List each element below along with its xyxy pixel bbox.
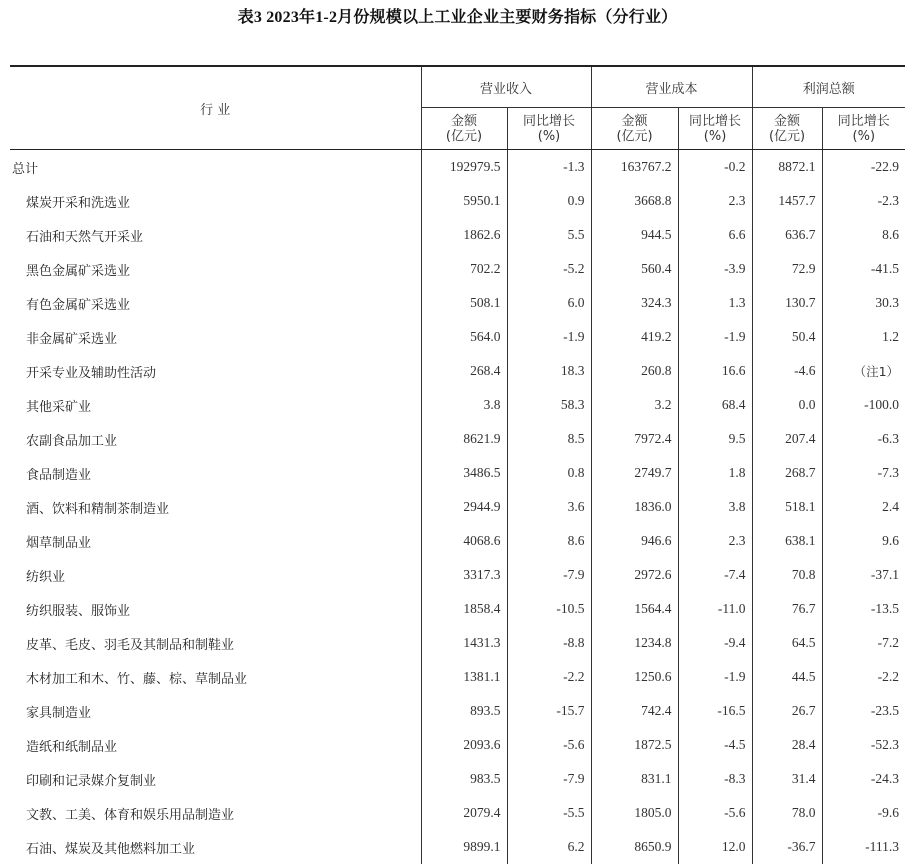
cost-amount-cell: 163767.2 (591, 150, 678, 185)
cost-amount-cell: 1872.5 (591, 728, 678, 762)
revenue-amount-cell: 2944.9 (421, 490, 507, 524)
profit-amount-cell: 130.7 (752, 286, 822, 320)
profit-amount-cell: 638.1 (752, 524, 822, 558)
profit-amount-cell: 28.4 (752, 728, 822, 762)
revenue-growth-cell: 5.5 (507, 218, 591, 252)
cost-growth-cell: 68.4 (678, 388, 752, 422)
industry-name-cell: 煤炭开采和洗选业 (10, 184, 421, 218)
financial-indicators-table (10, 65, 905, 864)
cost-growth-cell: -1.9 (678, 660, 752, 694)
industry-name-cell: 农副食品加工业 (10, 422, 421, 456)
table-row (10, 320, 905, 354)
table-row (10, 218, 905, 252)
industry-name-cell: 石油和天然气开采业 (10, 218, 421, 252)
cost-amount-cell: 3668.8 (591, 184, 678, 218)
cost-amount-cell: 831.1 (591, 762, 678, 796)
industry-name-cell: 文教、工美、体育和娱乐用品制造业 (10, 796, 421, 830)
revenue-growth-cell: -15.7 (507, 694, 591, 728)
industry-name-cell: 有色金属矿采选业 (10, 286, 421, 320)
profit-growth-cell: -100.0 (822, 388, 905, 422)
growth-label: 同比增长 (838, 114, 890, 129)
profit-growth-cell: -41.5 (822, 252, 905, 286)
amount-label: 金额 (451, 114, 477, 129)
table-row (10, 354, 905, 388)
profit-growth-cell: -52.3 (822, 728, 905, 762)
revenue-growth-cell: 6.0 (507, 286, 591, 320)
profit-amount-cell: 268.7 (752, 456, 822, 490)
industry-name-cell: 烟草制品业 (10, 524, 421, 558)
profit-amount-cell: 76.7 (752, 592, 822, 626)
profit-amount-cell: -4.6 (752, 354, 822, 388)
cost-growth-cell: -7.4 (678, 558, 752, 592)
profit-amount-cell: 70.8 (752, 558, 822, 592)
table-row (10, 626, 905, 660)
cost-growth-cell: -11.0 (678, 592, 752, 626)
amount-label: 金额 (622, 114, 648, 129)
revenue-amount-cell: 3.8 (421, 388, 507, 422)
table-row (10, 762, 905, 796)
revenue-amount-cell: 3486.5 (421, 456, 507, 490)
cost-growth-cell: 12.0 (678, 830, 752, 864)
profit-growth-cell: -9.6 (822, 796, 905, 830)
profit-amount-cell: 0.0 (752, 388, 822, 422)
industry-name-cell: 开采专业及辅助性活动 (10, 354, 421, 388)
growth-label: 同比增长 (689, 114, 741, 129)
table-row (10, 456, 905, 490)
cost-amount-cell: 419.2 (591, 320, 678, 354)
revenue-growth-cell: -5.5 (507, 796, 591, 830)
profit-growth-cell: -2.3 (822, 184, 905, 218)
revenue-growth-cell: -10.5 (507, 592, 591, 626)
profit-amount-cell: 31.4 (752, 762, 822, 796)
table-row (10, 524, 905, 558)
industry-name-cell: 纺织服装、服饰业 (10, 592, 421, 626)
industry-name-cell: 木材加工和木、竹、藤、棕、草制品业 (10, 660, 421, 694)
cost-amount-cell: 260.8 (591, 354, 678, 388)
profit-growth-cell: 8.6 (822, 218, 905, 252)
profit-growth-cell: 2.4 (822, 490, 905, 524)
cost-amount-cell: 1234.8 (591, 626, 678, 660)
industry-name-cell: 家具制造业 (10, 694, 421, 728)
profit-growth-header (822, 108, 905, 150)
growth-unit: (%) (704, 129, 727, 144)
amount-label: 金额 (774, 114, 800, 129)
growth-unit: (%) (853, 129, 876, 144)
revenue-amount-cell: 1431.3 (421, 626, 507, 660)
revenue-amount-cell: 192979.5 (421, 150, 507, 185)
cost-amount-header (591, 108, 678, 150)
profit-growth-cell: 9.6 (822, 524, 905, 558)
profit-amount-cell: 72.9 (752, 252, 822, 286)
table-row (10, 252, 905, 286)
profit-growth-cell: 30.3 (822, 286, 905, 320)
cost-growth-header (678, 108, 752, 150)
industry-name-cell: 纺织业 (10, 558, 421, 592)
revenue-amount-cell: 564.0 (421, 320, 507, 354)
revenue-growth-cell: -2.2 (507, 660, 591, 694)
cost-amount-cell: 742.4 (591, 694, 678, 728)
table-row (10, 558, 905, 592)
cost-amount-cell: 560.4 (591, 252, 678, 286)
cost-growth-cell: 16.6 (678, 354, 752, 388)
cost-amount-cell: 2749.7 (591, 456, 678, 490)
revenue-growth-cell: 0.9 (507, 184, 591, 218)
industry-name-cell: 石油、煤炭及其他燃料加工业 (10, 830, 421, 864)
table-row (10, 694, 905, 728)
profit-amount-header (752, 108, 822, 150)
cost-amount-cell: 3.2 (591, 388, 678, 422)
revenue-growth-cell: -1.3 (507, 150, 591, 185)
cost-amount-cell: 946.6 (591, 524, 678, 558)
profit-growth-cell: -6.3 (822, 422, 905, 456)
cost-growth-cell: 6.6 (678, 218, 752, 252)
revenue-amount-cell: 702.2 (421, 252, 507, 286)
cost-growth-cell: 2.3 (678, 184, 752, 218)
industry-name-cell: 黑色金属矿采选业 (10, 252, 421, 286)
revenue-amount-cell: 8621.9 (421, 422, 507, 456)
table-row-total (10, 150, 905, 185)
revenue-group-header: 营业收入 (421, 66, 591, 108)
revenue-growth-cell: -8.8 (507, 626, 591, 660)
revenue-growth-cell: 18.3 (507, 354, 591, 388)
profit-amount-cell: 64.5 (752, 626, 822, 660)
profit-amount-cell: 518.1 (752, 490, 822, 524)
revenue-growth-cell: -1.9 (507, 320, 591, 354)
profit-group-header: 利润总额 (752, 66, 905, 108)
revenue-amount-cell: 3317.3 (421, 558, 507, 592)
profit-growth-cell: -24.3 (822, 762, 905, 796)
revenue-amount-header (421, 108, 507, 150)
cost-amount-cell: 1564.4 (591, 592, 678, 626)
table-title: 表3 2023年1-2月份规模以上工业企业主要财务指标（分行业） (0, 4, 915, 27)
growth-label: 同比增长 (523, 114, 575, 129)
profit-growth-cell: -7.3 (822, 456, 905, 490)
table-row (10, 592, 905, 626)
cost-growth-cell: -3.9 (678, 252, 752, 286)
profit-amount-cell: 636.7 (752, 218, 822, 252)
table-row (10, 796, 905, 830)
revenue-growth-cell: -7.9 (507, 558, 591, 592)
profit-growth-cell: 1.2 (822, 320, 905, 354)
revenue-amount-cell: 893.5 (421, 694, 507, 728)
profit-amount-cell: 50.4 (752, 320, 822, 354)
cost-growth-cell: 1.3 (678, 286, 752, 320)
cost-growth-cell: -1.9 (678, 320, 752, 354)
revenue-amount-cell: 508.1 (421, 286, 507, 320)
profit-growth-cell: -23.5 (822, 694, 905, 728)
amount-unit: (亿元) (616, 129, 652, 144)
profit-amount-cell: 8872.1 (752, 150, 822, 185)
revenue-amount-cell: 4068.6 (421, 524, 507, 558)
revenue-amount-cell: 983.5 (421, 762, 507, 796)
profit-growth-cell: -13.5 (822, 592, 905, 626)
profit-growth-cell: -22.9 (822, 150, 905, 185)
profit-amount-cell: 207.4 (752, 422, 822, 456)
revenue-growth-cell: -7.9 (507, 762, 591, 796)
revenue-amount-cell: 2079.4 (421, 796, 507, 830)
industry-name-cell: 总计 (10, 150, 421, 185)
profit-amount-cell: 78.0 (752, 796, 822, 830)
cost-growth-cell: -8.3 (678, 762, 752, 796)
cost-growth-cell: 2.3 (678, 524, 752, 558)
table-row (10, 830, 905, 864)
revenue-growth-header (507, 108, 591, 150)
table-row (10, 184, 905, 218)
table-row (10, 422, 905, 456)
cost-amount-cell: 944.5 (591, 218, 678, 252)
revenue-amount-cell: 1862.6 (421, 218, 507, 252)
industry-name-cell: 酒、饮料和精制茶制造业 (10, 490, 421, 524)
cost-growth-cell: 1.8 (678, 456, 752, 490)
cost-amount-cell: 1836.0 (591, 490, 678, 524)
revenue-growth-cell: 6.2 (507, 830, 591, 864)
revenue-amount-cell: 1381.1 (421, 660, 507, 694)
revenue-amount-cell: 1858.4 (421, 592, 507, 626)
cost-group-header: 营业成本 (591, 66, 752, 108)
profit-amount-cell: 26.7 (752, 694, 822, 728)
profit-growth-cell: -7.2 (822, 626, 905, 660)
table-row (10, 660, 905, 694)
cost-amount-cell: 1250.6 (591, 660, 678, 694)
profit-growth-cell: （注1） (822, 354, 905, 388)
cost-amount-cell: 8650.9 (591, 830, 678, 864)
cost-amount-cell: 1805.0 (591, 796, 678, 830)
profit-growth-cell: -111.3 (822, 830, 905, 864)
cost-amount-cell: 324.3 (591, 286, 678, 320)
profit-amount-cell: 1457.7 (752, 184, 822, 218)
industry-name-cell: 造纸和纸制品业 (10, 728, 421, 762)
table-body (10, 150, 905, 864)
industry-name-cell: 非金属矿采选业 (10, 320, 421, 354)
cost-growth-cell: -0.2 (678, 150, 752, 185)
revenue-growth-cell: 0.8 (507, 456, 591, 490)
revenue-amount-cell: 9899.1 (421, 830, 507, 864)
amount-unit: (亿元) (769, 129, 805, 144)
revenue-growth-cell: -5.6 (507, 728, 591, 762)
industry-name-cell: 食品制造业 (10, 456, 421, 490)
revenue-growth-cell: 3.6 (507, 490, 591, 524)
profit-amount-cell: 44.5 (752, 660, 822, 694)
cost-amount-cell: 2972.6 (591, 558, 678, 592)
revenue-growth-cell: 8.6 (507, 524, 591, 558)
table-row (10, 490, 905, 524)
profit-growth-cell: -37.1 (822, 558, 905, 592)
table-row (10, 388, 905, 422)
industry-name-cell: 皮革、毛皮、羽毛及其制品和制鞋业 (10, 626, 421, 660)
profit-growth-cell: -2.2 (822, 660, 905, 694)
revenue-growth-cell: -5.2 (507, 252, 591, 286)
cost-growth-cell: 3.8 (678, 490, 752, 524)
industry-name-cell: 印刷和记录媒介复制业 (10, 762, 421, 796)
table-row (10, 286, 905, 320)
cost-growth-cell: -4.5 (678, 728, 752, 762)
cost-growth-cell: -16.5 (678, 694, 752, 728)
industry-name-cell: 其他采矿业 (10, 388, 421, 422)
cost-amount-cell: 7972.4 (591, 422, 678, 456)
amount-unit: (亿元) (446, 129, 482, 144)
revenue-growth-cell: 8.5 (507, 422, 591, 456)
cost-growth-cell: 9.5 (678, 422, 752, 456)
cost-growth-cell: -5.6 (678, 796, 752, 830)
revenue-amount-cell: 268.4 (421, 354, 507, 388)
growth-unit: (%) (538, 129, 561, 144)
revenue-amount-cell: 2093.6 (421, 728, 507, 762)
cost-growth-cell: -9.4 (678, 626, 752, 660)
revenue-growth-cell: 58.3 (507, 388, 591, 422)
profit-amount-cell: -36.7 (752, 830, 822, 864)
table-row (10, 728, 905, 762)
revenue-amount-cell: 5950.1 (421, 184, 507, 218)
industry-header: 行 业 (10, 66, 421, 150)
